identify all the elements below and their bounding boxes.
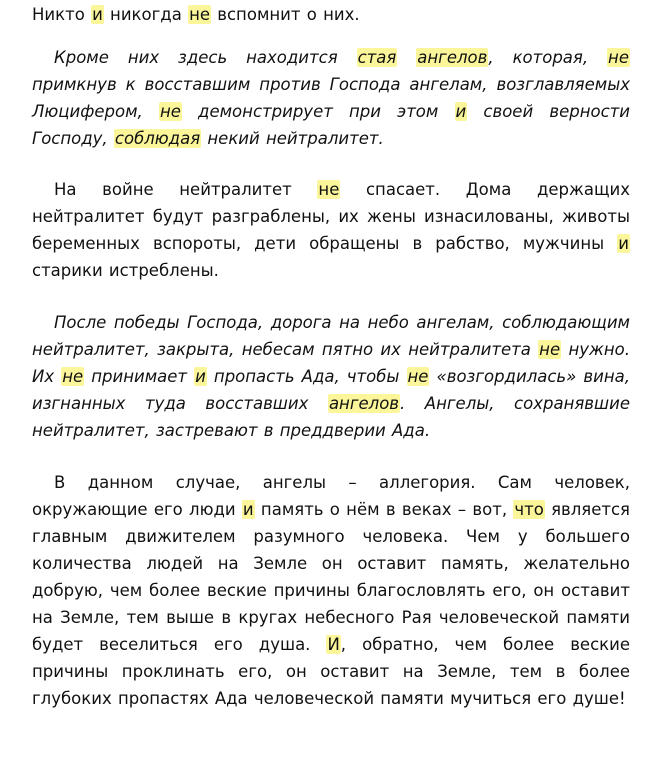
paragraph-5	[32, 469, 630, 712]
text-run: некий нейтралитет.	[201, 129, 384, 148]
text-run: вспомнит о них.	[211, 5, 360, 24]
text-run: своей верности Господу,	[32, 102, 630, 148]
text-run	[397, 48, 416, 67]
text-run: память о нём в веках – вот,	[254, 500, 514, 519]
text-run: В данном случае, ангелы – аллегория. Сам человек, окружающие его люди	[32, 473, 630, 519]
highlighted-word: и	[242, 500, 254, 519]
text-run: , которая,	[488, 48, 608, 67]
paragraph-spacer	[32, 28, 630, 44]
highlighted-word: и	[618, 234, 629, 253]
highlighted-word: не	[189, 5, 211, 24]
paragraph-2-italic	[32, 44, 630, 152]
highlighted-word: и	[455, 102, 467, 121]
highlighted-word: не	[539, 340, 561, 359]
highlighted-word: не	[608, 48, 629, 67]
text-run: Никто	[32, 5, 92, 24]
text-run: демонстрирует при этом	[181, 102, 455, 121]
highlighted-word: и	[92, 5, 103, 24]
paragraph-1	[32, 0, 630, 28]
text-run: спасает. Дома держащих нейтралитет будут разграблены, их жены изнасилованы, животы беременных вспороты, дети обращены в рабство, мужчины	[32, 180, 630, 253]
text-run: является главным движителем разумного человека. Чем у большего количества людей на Земле он оставит память, желательно добрую, чем более веские причины благословлять его, он оставит на Земле, тем выше в кругах небесного Рая человеческой памяти будет веселиться его душа.	[32, 500, 630, 654]
highlighted-word: не	[318, 180, 340, 199]
text-run: пропасть Ада, чтобы	[206, 367, 407, 386]
text-run: старики истреблены.	[32, 261, 219, 280]
highlighted-word: что	[514, 500, 544, 519]
highlighted-word: ангелов	[417, 48, 488, 67]
paragraph-spacer	[32, 444, 630, 469]
text-run: . Ангелы, сохранявшие нейтралитет, застревают в преддверии Ада.	[32, 394, 630, 440]
paragraph-4-italic	[32, 309, 630, 444]
text-run: На войне нейтралитет	[54, 180, 318, 199]
text-run: «возгордилась» вина, изгнанных туда восставших	[32, 367, 630, 413]
paragraph-3	[32, 176, 630, 284]
highlighted-word: соблюдая	[114, 129, 201, 148]
text-run: принимает	[84, 367, 195, 386]
highlighted-word: ангелов	[328, 394, 400, 413]
highlighted-word: и	[195, 367, 206, 386]
text-run: примкнув к восставшим против Господа ангелам, возглавляемых Люцифером,	[32, 75, 630, 121]
text-run: нужно. Их	[32, 340, 630, 386]
text-run: , обратно, чем более веские причины проклинать его, он оставит на Земле, тем в более глубоких пропастях Ада человеческой памяти мучиться его душе!	[32, 635, 630, 708]
text-run: Кроме них здесь находится	[54, 48, 357, 67]
text-run: никогда	[103, 5, 189, 24]
highlighted-word: не	[159, 102, 181, 121]
highlighted-word: не	[407, 367, 429, 386]
paragraph-spacer	[32, 284, 630, 309]
highlighted-word: стая	[357, 48, 397, 67]
text-run: После победы Господа, дорога на небо ангелам, соблюдающим нейтралитет, закрыта, небесам пятно их нейтралитета	[32, 313, 630, 359]
highlighted-word: не	[62, 367, 84, 386]
highlighted-word: И	[327, 635, 340, 654]
paragraph-spacer	[32, 152, 630, 176]
